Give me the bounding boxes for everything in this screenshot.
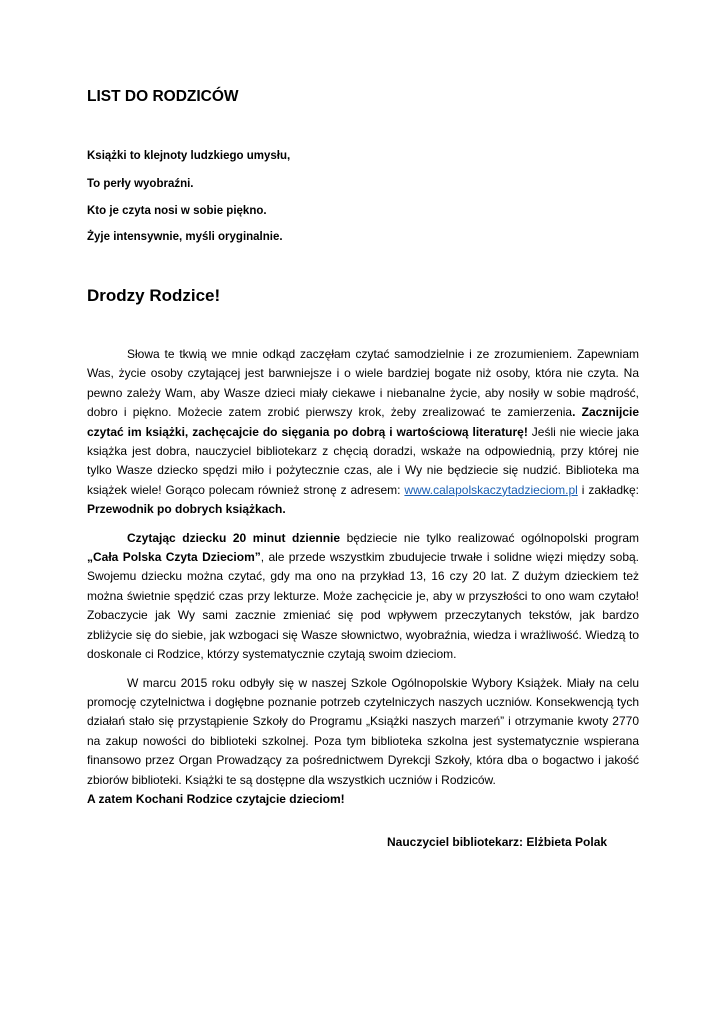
- paragraph-1-text-1: Słowa te tkwią we mnie odkąd zaczęłam czytać samodzielnie i ze zrozumieniem. Zapewniam Was, życie osoby czytającej jest barwniejsze i o wiele bardziej bogate niż osoby, która nie czyta. Na pewno zależy Wam, aby Wasze dzieci miały ciekawe i niebanalne życie, aby nosiły w sobie mądrość, dobro i piękno. Możecie zatem zrobić pierwszy krok, żeby zrealizować te zamierzenia: [87, 347, 639, 420]
- motto-line-4: Żyje intensywnie, myśli oryginalnie.: [87, 231, 283, 243]
- letter-body: [87, 345, 639, 818]
- paragraph-3: [87, 674, 639, 810]
- paragraph-2: [87, 529, 639, 665]
- paragraph-2-bold-1: Czytając dziecku 20 minut dziennie: [127, 530, 341, 545]
- paragraph-1-bold-1: . Zacznijcie czytać im książki, zachęcajcie do sięgania po dobrą i wartościową literaturę!: [87, 405, 640, 439]
- paragraph-1-text-2: Jeśli nie wiecie jaka książka jest dobra, nauczyciel bibliotekarz z chęcią doradzi, wskaże na odpowiednią, przy której nie tylko Wasze dziecko spędzi miło i pożytecznie czas, ale i Wy nie będziecie się nudzić. Biblioteka ma książek wiele! Gorąco polecam również stronę z adresem:: [87, 424, 639, 497]
- paragraph-2-bold-2: „Cała Polska Czyta Dzieciom”: [87, 550, 261, 565]
- motto-line-2: To perły wyobraźni.: [87, 178, 194, 190]
- paragraph-2-text-2: , ale przede wszystkim zbudujecie trwałe i solidne więzi między sobą. Swojemu dziecku można czytać, gdy ma ono na przykład 13, 16 czy 20 lat. Z dużym dzieckiem też można świetnie spędzić czas przy lekturze. Może zachęcicie je, aby w przyszłości to ono wam czytało! Zobaczycie jak Wy sami zacznie zmieniać się pod wpływem przeczytanych tekstów, jak bardzo zbliżycie się do siebie, jak wzbogaci się Wasze słownictwo, wyobraźnia, wiedza i wrażliwość. Wiedzą to doskonale ci Rodzice, którzy systematycznie czytają swoim dzieciom.: [87, 550, 640, 662]
- paragraph-1-bold-2: Przewodnik po dobrych książkach.: [87, 502, 286, 517]
- greeting: Drodzy Rodzice!: [87, 286, 221, 305]
- paragraph-1: [87, 345, 639, 520]
- paragraph-3-text-1: W marcu 2015 roku odbyły się w naszej Szkole Ogólnopolskie Wybory Książek. Miały na celu promocję czytelnictwa i dogłębne poznanie potrzeb czytelniczych naszych uczniów. Konsekwencją tych działań stało się przystąpienie Szkoły do Programu „Książki naszych marzeń” i otrzymanie kwoty 2770 na zakup nowości do biblioteki szkolnej. Poza tym biblioteka szkolna jest systematycznie wspierana finansowo przez Organ Prowadzący za pośrednictwem Dyrekcji Szkoły, która dba o bogactwo i jakość zbiorów biblioteki. Książki te są dostępne dla wszystkich uczniów i Rodziców.: [87, 675, 639, 787]
- motto-line-3: Kto je czyta nosi w sobie piękno.: [87, 205, 267, 217]
- letter-title: LIST DO RODZICÓW: [87, 88, 239, 105]
- paragraph-2-text-1: będziecie nie tylko realizować ogólnopolski program: [340, 530, 639, 545]
- paragraph-1-text-3: i zakładkę:: [577, 482, 640, 497]
- signature: Nauczyciel bibliotekarz: Elżbieta Polak: [387, 835, 608, 849]
- paragraph-3-bold-1: A zatem Kochani Rodzice czytajcie dzieciom!: [87, 791, 345, 806]
- motto-line-1: Książki to klejnoty ludzkiego umysłu,: [87, 150, 291, 162]
- website-link[interactable]: www.calapolskaczytadzieciom.pl: [404, 482, 578, 497]
